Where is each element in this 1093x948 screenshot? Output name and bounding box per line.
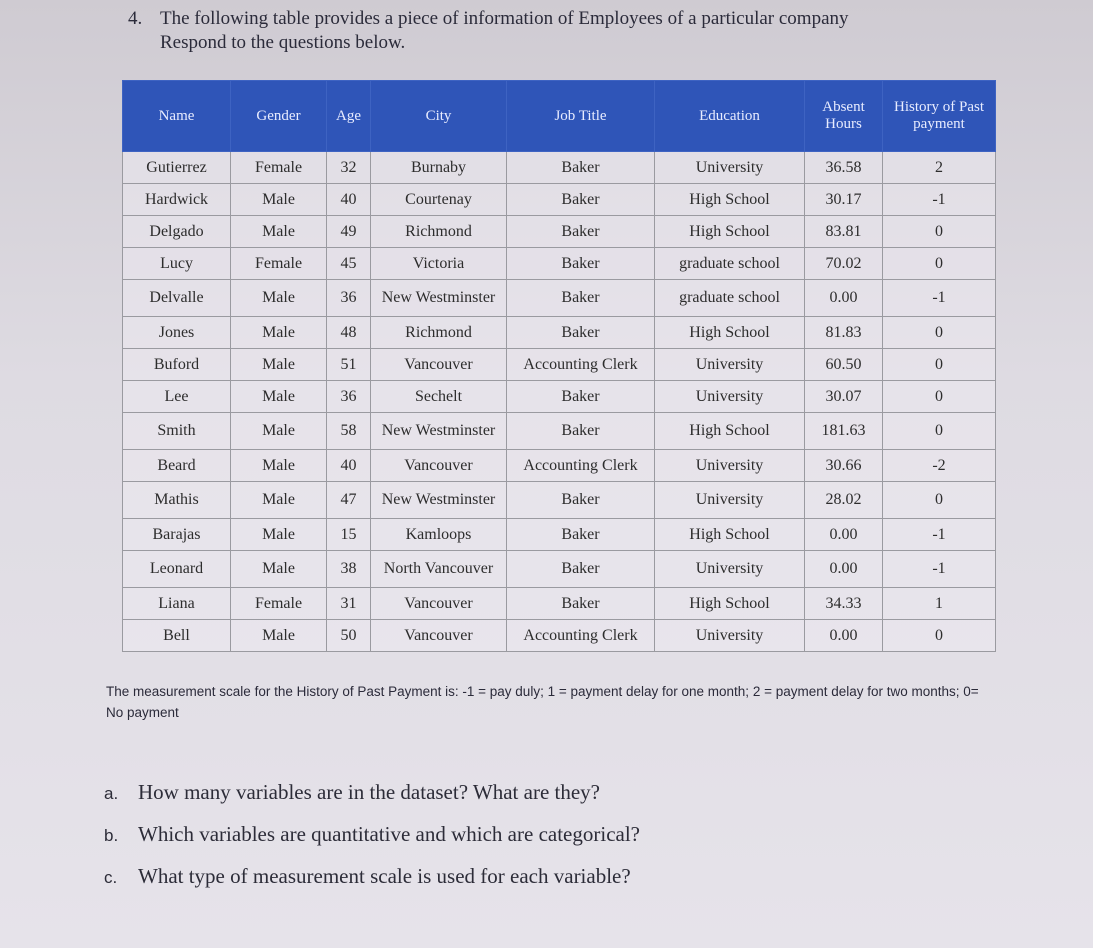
cell-gender: Male <box>231 519 327 551</box>
cell-city: Vancouver <box>371 450 507 482</box>
cell-history-of-past-payment: 0 <box>883 482 996 519</box>
cell-absent-hours: 181.63 <box>805 413 883 450</box>
cell-age: 38 <box>327 551 371 588</box>
cell-education: University <box>655 551 805 588</box>
cell-absent-hours: 0.00 <box>805 519 883 551</box>
cell-job-title: Accounting Clerk <box>507 349 655 381</box>
cell-age: 47 <box>327 482 371 519</box>
table-row <box>123 280 996 317</box>
cell-gender: Male <box>231 216 327 248</box>
cell-history-of-past-payment: 0 <box>883 248 996 280</box>
cell-age: 50 <box>327 620 371 652</box>
cell-age: 36 <box>327 381 371 413</box>
cell-city: Kamloops <box>371 519 507 551</box>
cell-history-of-past-payment: -1 <box>883 551 996 588</box>
cell-history-of-past-payment: -1 <box>883 519 996 551</box>
cell-history-of-past-payment: 0 <box>883 349 996 381</box>
cell-city: Courtenay <box>371 184 507 216</box>
cell-name: Hardwick <box>123 184 231 216</box>
cell-education: High School <box>655 216 805 248</box>
column-header-name: Name <box>123 81 231 152</box>
question-b <box>104 822 640 847</box>
table-row <box>123 248 996 280</box>
cell-history-of-past-payment: 0 <box>883 216 996 248</box>
table-header <box>123 81 996 152</box>
table-row <box>123 482 996 519</box>
cell-history-of-past-payment: -1 <box>883 184 996 216</box>
cell-gender: Male <box>231 620 327 652</box>
question-number: 4. <box>128 8 143 29</box>
cell-job-title: Baker <box>507 248 655 280</box>
cell-city: Vancouver <box>371 620 507 652</box>
cell-name: Jones <box>123 317 231 349</box>
cell-age: 48 <box>327 317 371 349</box>
cell-gender: Male <box>231 482 327 519</box>
cell-absent-hours: 28.02 <box>805 482 883 519</box>
cell-job-title: Baker <box>507 184 655 216</box>
cell-gender: Male <box>231 317 327 349</box>
question-c <box>104 864 631 889</box>
cell-job-title: Baker <box>507 413 655 450</box>
column-header-education: Education <box>655 81 805 152</box>
question-text-line-2: Respond to the questions below. <box>160 32 406 53</box>
column-header-job-title: Job Title <box>507 81 655 152</box>
question-text-line-1: The following table provides a piece of information of Employees of a particular company <box>160 8 849 29</box>
cell-city: Victoria <box>371 248 507 280</box>
cell-job-title: Baker <box>507 280 655 317</box>
cell-city: New Westminster <box>371 280 507 317</box>
cell-name: Beard <box>123 450 231 482</box>
cell-name: Lucy <box>123 248 231 280</box>
cell-absent-hours: 30.66 <box>805 450 883 482</box>
table-row <box>123 349 996 381</box>
question-a-letter: a. <box>104 784 119 803</box>
cell-city: Burnaby <box>371 152 507 184</box>
cell-name: Bell <box>123 620 231 652</box>
cell-education: graduate school <box>655 248 805 280</box>
table-row <box>123 317 996 349</box>
table-row <box>123 413 996 450</box>
cell-name: Gutierrez <box>123 152 231 184</box>
cell-history-of-past-payment: 0 <box>883 413 996 450</box>
cell-education: University <box>655 152 805 184</box>
cell-age: 49 <box>327 216 371 248</box>
cell-absent-hours: 0.00 <box>805 280 883 317</box>
cell-age: 40 <box>327 184 371 216</box>
cell-age: 32 <box>327 152 371 184</box>
cell-gender: Female <box>231 588 327 620</box>
cell-job-title: Baker <box>507 482 655 519</box>
cell-history-of-past-payment: 0 <box>883 620 996 652</box>
cell-city: Richmond <box>371 216 507 248</box>
cell-gender: Female <box>231 152 327 184</box>
question-a <box>104 780 600 805</box>
cell-absent-hours: 0.00 <box>805 551 883 588</box>
cell-absent-hours: 83.81 <box>805 216 883 248</box>
table-row <box>123 519 996 551</box>
question-b-letter: b. <box>104 826 119 845</box>
cell-history-of-past-payment: 1 <box>883 588 996 620</box>
cell-education: High School <box>655 317 805 349</box>
cell-age: 31 <box>327 588 371 620</box>
measurement-scale-note: The measurement scale for the History of Past Payment is: -1 = pay duly; 1 = payment delay for one month; 2 = payment delay for two months; 0= No payment <box>106 684 979 720</box>
question-c-text: What type of measurement scale is used for each variable? <box>138 864 631 888</box>
cell-age: 15 <box>327 519 371 551</box>
cell-name: Lee <box>123 381 231 413</box>
table-row <box>123 152 996 184</box>
table-body <box>123 152 996 652</box>
cell-gender: Female <box>231 248 327 280</box>
column-header-history-of-past-payment: History of Past payment <box>883 81 996 152</box>
table-row <box>123 551 996 588</box>
cell-age: 45 <box>327 248 371 280</box>
cell-city: New Westminster <box>371 482 507 519</box>
cell-job-title: Accounting Clerk <box>507 450 655 482</box>
cell-gender: Male <box>231 381 327 413</box>
table-row <box>123 588 996 620</box>
cell-absent-hours: 36.58 <box>805 152 883 184</box>
cell-city: Vancouver <box>371 588 507 620</box>
cell-city: North Vancouver <box>371 551 507 588</box>
cell-education: University <box>655 482 805 519</box>
cell-education: High School <box>655 413 805 450</box>
cell-gender: Male <box>231 280 327 317</box>
cell-education: High School <box>655 184 805 216</box>
cell-education: High School <box>655 519 805 551</box>
cell-absent-hours: 60.50 <box>805 349 883 381</box>
cell-absent-hours: 0.00 <box>805 620 883 652</box>
table-row <box>123 450 996 482</box>
cell-education: graduate school <box>655 280 805 317</box>
cell-name: Liana <box>123 588 231 620</box>
cell-job-title: Baker <box>507 588 655 620</box>
column-header-city: City <box>371 81 507 152</box>
employee-table <box>122 80 996 652</box>
question-b-text: Which variables are quantitative and which are categorical? <box>138 822 640 846</box>
cell-gender: Male <box>231 450 327 482</box>
cell-education: University <box>655 450 805 482</box>
cell-history-of-past-payment: 0 <box>883 381 996 413</box>
cell-gender: Male <box>231 551 327 588</box>
cell-education: High School <box>655 588 805 620</box>
cell-absent-hours: 30.17 <box>805 184 883 216</box>
table-row <box>123 216 996 248</box>
cell-name: Barajas <box>123 519 231 551</box>
cell-job-title: Accounting Clerk <box>507 620 655 652</box>
cell-history-of-past-payment: -1 <box>883 280 996 317</box>
cell-age: 58 <box>327 413 371 450</box>
cell-city: Richmond <box>371 317 507 349</box>
cell-city: Sechelt <box>371 381 507 413</box>
cell-job-title: Baker <box>507 519 655 551</box>
table-row <box>123 381 996 413</box>
cell-absent-hours: 81.83 <box>805 317 883 349</box>
cell-education: University <box>655 381 805 413</box>
column-header-age: Age <box>327 81 371 152</box>
cell-job-title: Baker <box>507 317 655 349</box>
column-header-absent-hours: Absent Hours <box>805 81 883 152</box>
cell-education: University <box>655 620 805 652</box>
table-row <box>123 620 996 652</box>
cell-absent-hours: 30.07 <box>805 381 883 413</box>
cell-history-of-past-payment: 0 <box>883 317 996 349</box>
question-a-text: How many variables are in the dataset? What are they? <box>138 780 600 804</box>
cell-job-title: Baker <box>507 152 655 184</box>
cell-gender: Male <box>231 184 327 216</box>
cell-name: Leonard <box>123 551 231 588</box>
cell-name: Mathis <box>123 482 231 519</box>
cell-age: 36 <box>327 280 371 317</box>
cell-absent-hours: 70.02 <box>805 248 883 280</box>
cell-gender: Male <box>231 349 327 381</box>
table-header-row <box>123 81 996 152</box>
cell-history-of-past-payment: -2 <box>883 450 996 482</box>
column-header-gender: Gender <box>231 81 327 152</box>
cell-age: 40 <box>327 450 371 482</box>
cell-education: University <box>655 349 805 381</box>
cell-job-title: Baker <box>507 381 655 413</box>
cell-job-title: Baker <box>507 216 655 248</box>
cell-name: Buford <box>123 349 231 381</box>
question-c-letter: c. <box>104 868 118 887</box>
cell-age: 51 <box>327 349 371 381</box>
cell-absent-hours: 34.33 <box>805 588 883 620</box>
cell-job-title: Baker <box>507 551 655 588</box>
cell-city: Vancouver <box>371 349 507 381</box>
cell-gender: Male <box>231 413 327 450</box>
cell-city: New Westminster <box>371 413 507 450</box>
cell-history-of-past-payment: 2 <box>883 152 996 184</box>
cell-name: Smith <box>123 413 231 450</box>
cell-name: Delvalle <box>123 280 231 317</box>
table-row <box>123 184 996 216</box>
cell-name: Delgado <box>123 216 231 248</box>
